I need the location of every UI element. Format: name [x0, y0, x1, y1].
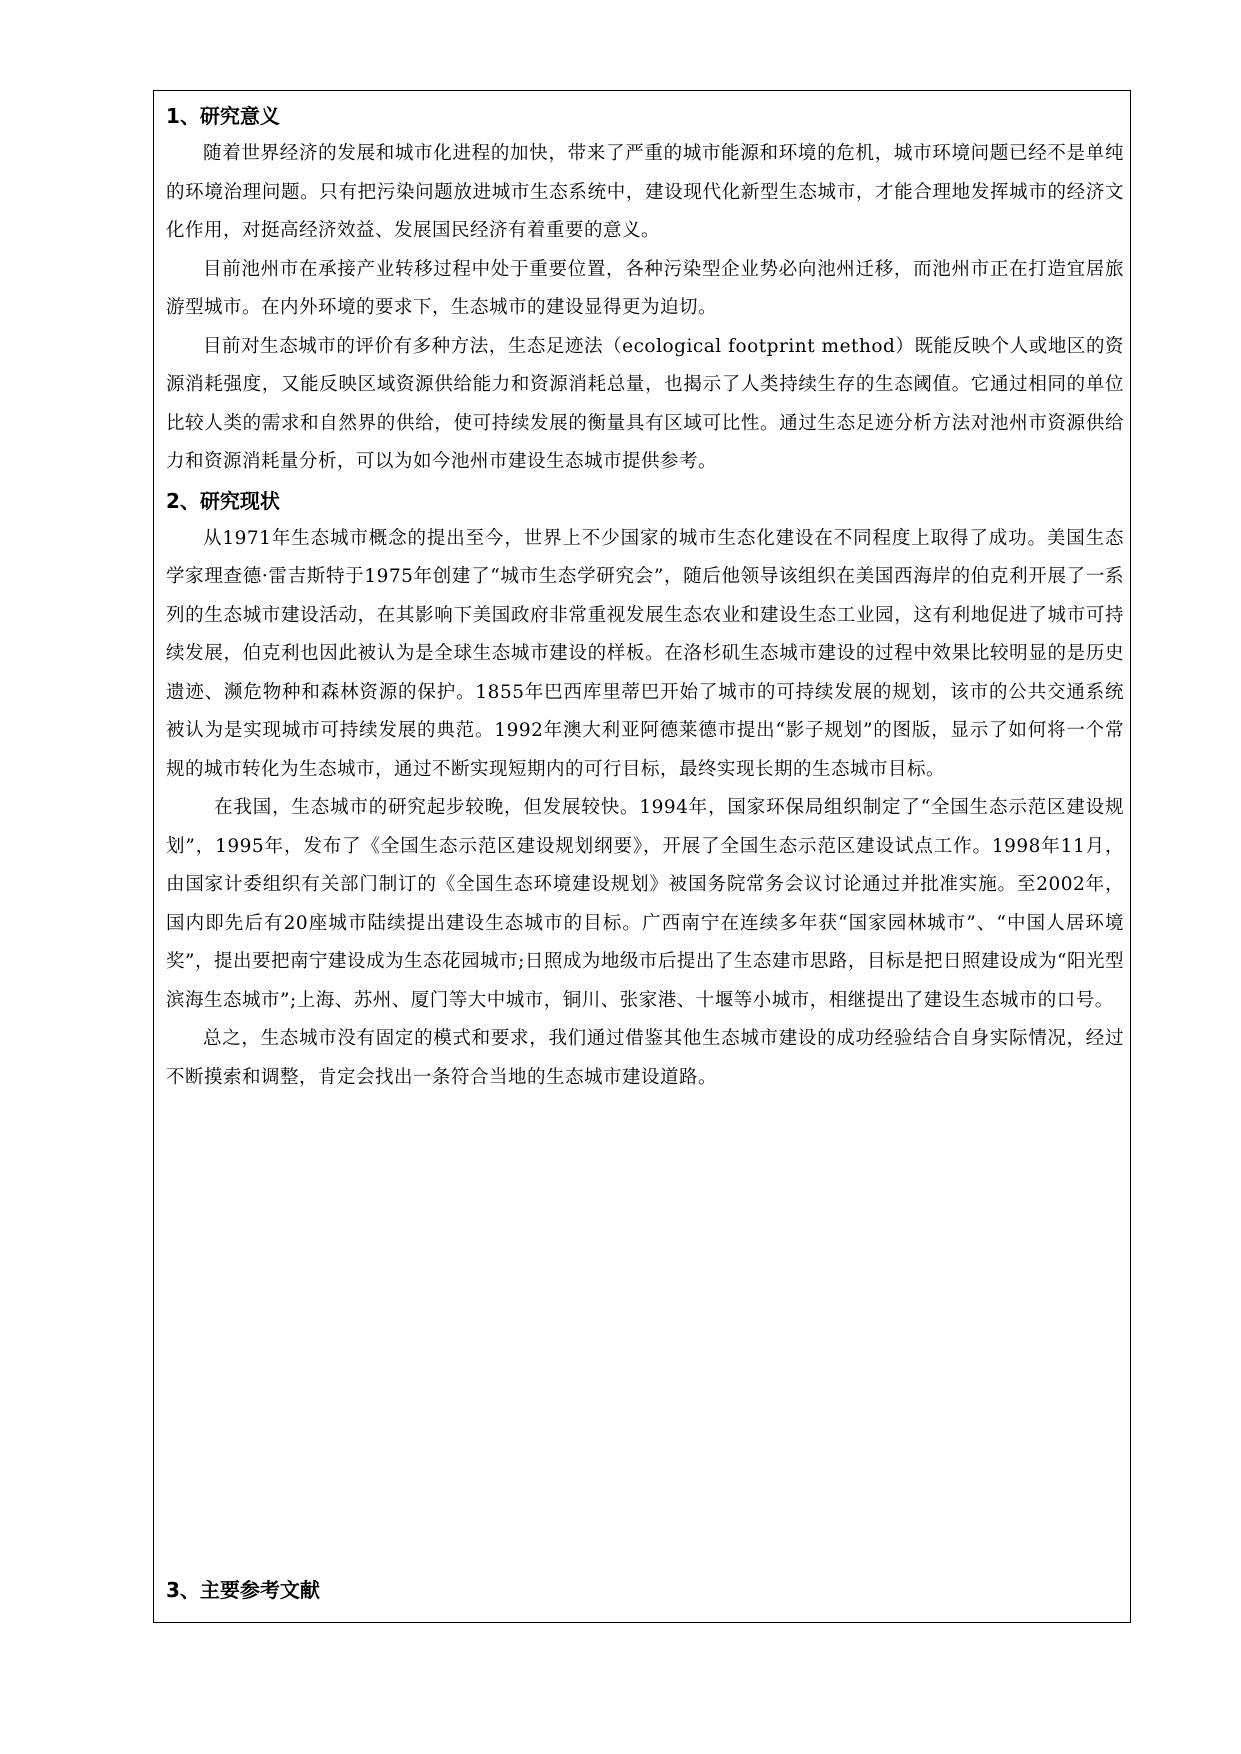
section-2-heading: 2、研究现状 [166, 488, 280, 513]
section-1-heading: 1、研究意义 [166, 104, 280, 128]
section-2-paragraph-3: 总之，生态城市没有固定的模式和要求，我们通过借鉴其他生态城市建设的成功经验结合自身实际情况，经过不断摸索和调整，肯定会找出一条符合当地的生态城市建设道路。 [166, 1028, 1124, 1088]
section-2-paragraph-2: 在我国，生态城市的研究起步较晚，但发展较快。1994年，国家环保局组织制定了“全国生态示范区建设规划”，1995年，发布了《全国生态示范区建设规划纲要》，开展了全国生态示范区建设试点工作。1998年11月，由国家计委组织有关部门制订的《全国生态环境建设规划》被国务院常务会议讨论通过并批准实施。至2002年，国内即先后有20座城市陆续提出建设生态城市的目标。广西南宁在连续多年获“国家园林城市”、“中国人居环境奖”，提出要把南宁建设成为生态花园城市;日照成为地级市后提出了生态建市思路，目标是把日照建设成为“阳光型滨海生态城市”;上海、苏州、厦门等大中城市，铜川、张家港、十堰等小城市，相继提出了建设生态城市的口号。 [166, 797, 1124, 1011]
section-1-paragraph-2: 目前池州市在承接产业转移过程中处于重要位置，各种污染型企业势必向池州迁移，而池州市正在打造宜居旅游型城市。在内外环境的要求下，生态城市的建设显得更为迫切。 [166, 258, 1124, 318]
section-1-paragraph-1: 随着世界经济的发展和城市化进程的加快，带来了严重的城市能源和环境的危机，城市环境问题已经不是单纯的环境治理问题。只有把污染问题放进城市生态系统中，建设现代化新型生态城市，才能合理地发挥城市的经济文化作用，对挺高经济效益、发展国民经济有着重要的意义。 [166, 143, 1124, 241]
section-1-paragraph-3: 目前对生态城市的评价有多种方法，生态足迹法（ecological footprint method）既能反映个人或地区的资源消耗强度，又能反映区域资源供给能力和资源消耗总量，也揭示了人类持续生存的生态阈值。它通过相同的单位比较人类的需求和自然界的供给，使可持续发展的衡量具有区域可比性。通过生态足迹分析方法对池州市资源供给力和资源消耗量分析，可以为如今池州市建设生态城市提供参考。 [166, 335, 1124, 472]
section-3-heading: 3、主要参考文献 [166, 1578, 320, 1602]
document-frame [153, 90, 1131, 1623]
document-content [166, 97, 1124, 1097]
section-2-paragraph-1: 从1971年生态城市概念的提出至今，世界上不少国家的城市生态化建设在不同程度上取得了成功。美国生态学家理查德·雷吉斯特于1975年创建了“城市生态学研究会”，随后他领导该组织在美国西海岸的伯克利开展了一系列的生态城市建设活动，在其影响下美国政府非常重视发展生态农业和建设生态工业园，这有利地促进了城市可持续发展，伯克利也因此被认为是全球生态城市建设的样板。在洛杉矶生态城市建设的过程中效果比较明显的是历史遗迹、濒危物种和森林资源的保护。1855年巴西库里蒂巴开始了城市的可持续发展的规划，该市的公共交通系统被认为是实现城市可持续发展的典范。1992年澳大利亚阿德莱德市提出“影子规划”的图版，显示了如何将一个常规的城市转化为生态城市，通过不断实现短期内的可行目标，最终实现长期的生态城市目标。 [166, 527, 1124, 780]
